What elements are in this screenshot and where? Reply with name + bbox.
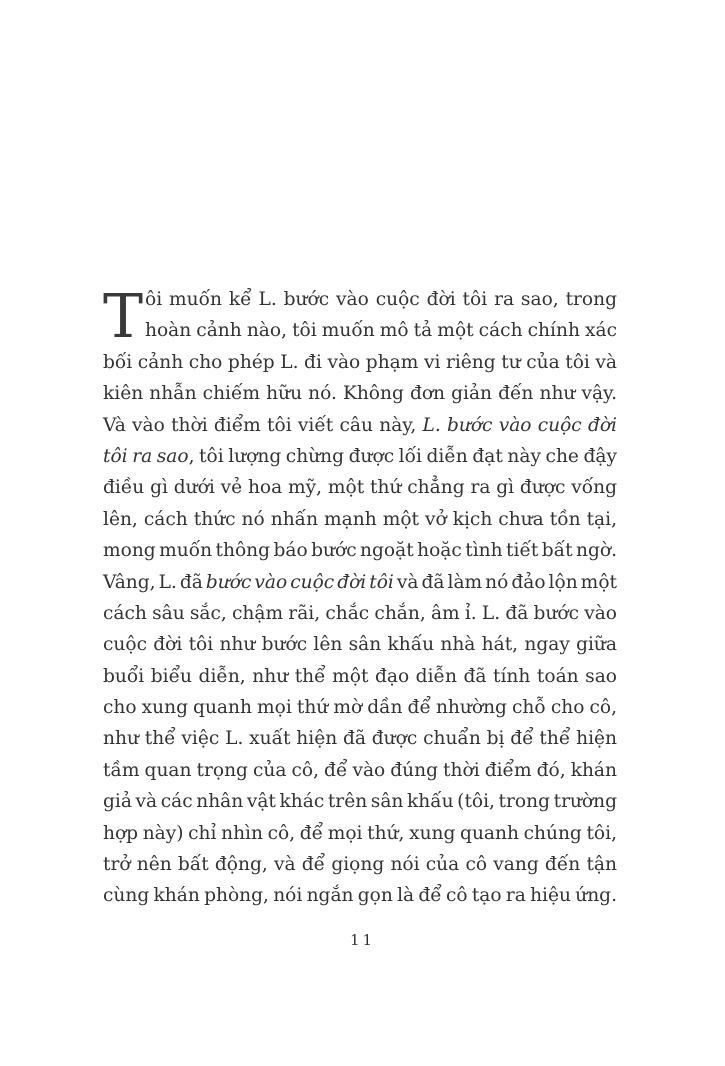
text-run: cách sâu sắc, chậm rãi, chắc chắn, âm ỉ. L. đã bước vào: [103, 602, 617, 624]
text-line: [103, 723, 617, 754]
text-run: ôi muốn kể L. bước vào cuộc đời tôi ra sao, trong: [145, 289, 617, 310]
page-number: 11: [349, 931, 376, 949]
text-line: [103, 629, 617, 660]
text-run: hợp này) chỉ nhìn cô, để mọi thứ, xung quanh chúng tôi,: [103, 822, 617, 844]
text-run: cho xung quanh mọi thứ mờ dần để nhường chỗ cho cô,: [103, 697, 617, 719]
text-line: [103, 535, 617, 566]
text-line: [103, 567, 617, 598]
text-line: [103, 315, 617, 346]
text-run: kiên nhẫn chiếm hữu nó. Không đơn giản đến như vậy.: [103, 383, 617, 405]
text-line: [103, 284, 617, 315]
text-run: giả và các nhân vật khác trên sân khấu (tôi, trong trường: [103, 791, 617, 813]
text-run: mong muốn thông báo bước ngoặt hoặc tình tiết bất ngờ.: [103, 540, 617, 562]
text-line: [103, 472, 617, 503]
text-run: tầm quan trọng của cô, để vào đúng thời điểm đó, khán: [103, 759, 617, 781]
text-line: [103, 441, 617, 472]
text-run: buổi biểu diễn, như thể một đạo diễn đã tính toán sao: [103, 665, 617, 687]
text-run: cùng khán phòng, nói ngắn gọn là để cô tạo ra hiệu ứng.: [103, 885, 617, 907]
body-paragraph: [103, 284, 617, 912]
paragraph-lines: [103, 284, 617, 912]
text-line: [103, 410, 617, 441]
text-run: và đã làm nó đảo lộn một: [393, 571, 617, 593]
text-line: [103, 504, 617, 535]
text-line: [103, 598, 617, 629]
text-run: , tôi lượng chừng được lối diễn đạt này che đậy: [188, 445, 617, 467]
text-run: Vâng, L. đã: [103, 571, 206, 593]
text-run: bối cảnh cho phép L. đi vào phạm vi riêng tư của tôi và: [103, 351, 617, 373]
text-run: lên, cách thức nó nhấn mạnh một vở kịch chưa tồn tại,: [103, 508, 617, 530]
text-line: [103, 692, 617, 723]
text-line: [103, 880, 617, 911]
text-run: như thể việc L. xuất hiện đã được chuẩn bị để thể hiện: [103, 728, 617, 750]
text-line: [103, 849, 617, 880]
text-run: điều gì dưới vẻ hoa mỹ, một thứ chẳng ra gì được vống: [103, 477, 617, 499]
text-line: [103, 661, 617, 692]
text-line: [103, 378, 617, 409]
drop-cap: T: [103, 282, 144, 352]
text-line: [103, 347, 617, 378]
text-run: trở nên bất động, và để giọng nói của cô vang đến tận: [103, 854, 617, 876]
text-line: [103, 786, 617, 817]
italic-text: bước vào cuộc đời tôi: [205, 571, 394, 593]
italic-text: tôi ra sao: [103, 445, 189, 467]
text-run: hoàn cảnh nào, tôi muốn mô tả một cách chính xác: [145, 320, 617, 342]
text-line: [103, 755, 617, 786]
italic-text: L. bước vào cuộc đời: [422, 414, 617, 436]
text-line: [103, 818, 617, 849]
text-run: cuộc đời tôi như bước lên sân khấu nhà hát, ngay giữa: [103, 634, 617, 656]
text-run: Và vào thời điểm tôi viết câu này,: [103, 414, 423, 436]
